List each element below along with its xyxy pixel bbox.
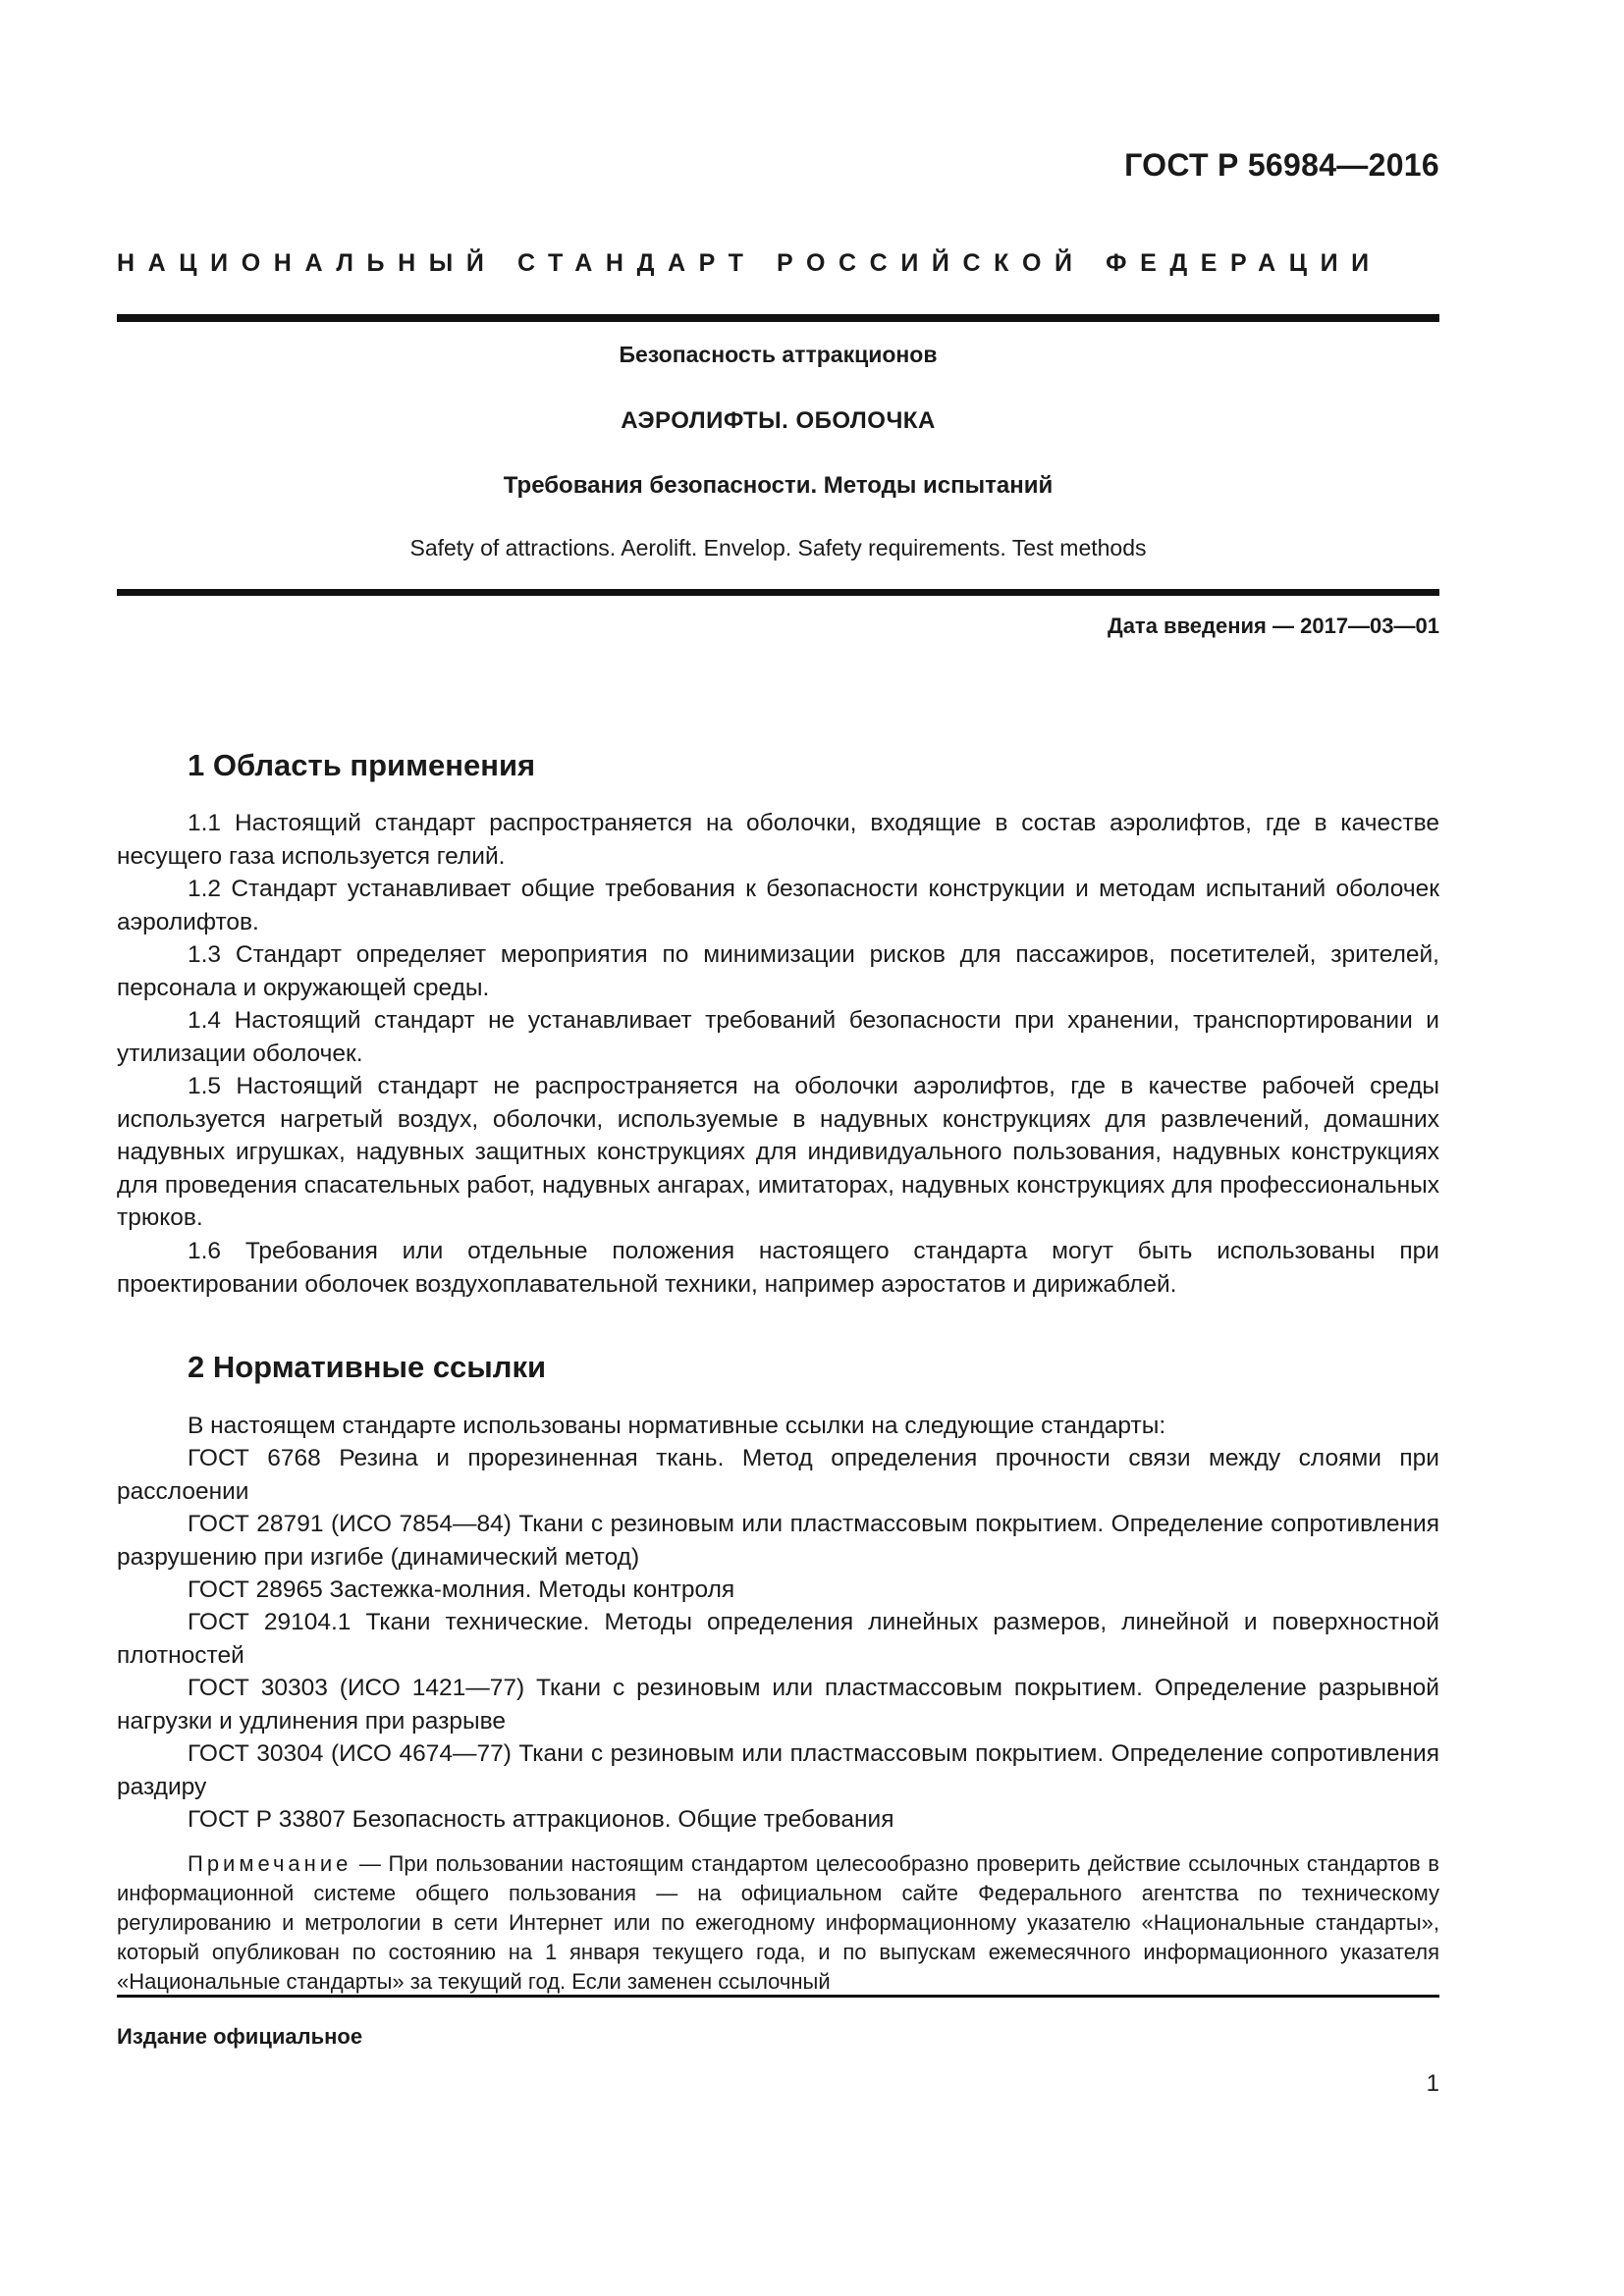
note-text: — При пользовании настоящим стандартом целесообразно проверить действие ссылочных стандартов в информационной системе общего пользования — на официальном сайте Федерального агентства по техническому регулированию и метрологии в сети Интернет или по ежегодному информационному указателю «Национальные стандарты», который опубликован по состоянию на 1 января текущего года, и по выпускам ежемесячного информационного указателя «Национальные стандарты» за текущий год. Если заменен ссылочный [117,1851,1439,1994]
paragraph-1-6: 1.6 Требования или отдельные положения настоящего стандарта могут быть использованы при проектировании оболочек воздухоплавательной техники, например аэростатов и дирижаблей. [117,1238,1439,1298]
reference-item: ГОСТ 28965 Застежка-молния. Методы контроля [188,1576,735,1603]
title-line-english: Safety of attractions. Aerolift. Envelop. Safety requirements. Test methods [409,535,1147,561]
paragraph-1-1: 1.1 Настоящий стандарт распространяется на оболочки, входящие в состав аэролифтов, где в качестве несущего газа используется гелий. [117,810,1439,870]
paragraph-1-3: 1.3 Стандарт определяет мероприятия по минимизации рисков для пассажиров, посетителей, зрителей, персонала и окружающей среды. [117,941,1439,1001]
reference-item: ГОСТ Р 33807 Безопасность аттракционов. Общие требования [188,1806,894,1833]
official-edition-label: Издание официальное [117,2024,363,2049]
top-rule [117,314,1439,322]
section-1-heading: 1 Область применения [188,748,536,782]
footer-rule [117,1995,1439,1998]
note-label: Примечание [188,1851,352,1876]
reference-item: ГОСТ 30303 (ИСО 1421—77) Ткани с резиновым или пластмассовым покрытием. Определение разрывной нагрузки и удлинения при разрыве [117,1675,1439,1735]
introduction-date: Дата введения — 2017—03—01 [1108,614,1439,638]
title-line-2: АЭРОЛИФТЫ. ОБОЛОЧКА [621,407,936,434]
title-bottom-rule [117,589,1439,596]
national-standard-banner: НАЦИОНАЛЬНЫЙ СТАНДАРТ РОССИЙСКОЙ ФЕДЕРАЦИИ [117,249,1382,277]
paragraph-1-4: 1.4 Настоящий стандарт не устанавливает требований безопасности при хранении, транспортировании и утилизации оболочек. [117,1007,1439,1067]
title-line-1: Безопасность аттракционов [619,342,938,367]
note-paragraph [117,1849,1439,1997]
title-line-3: Требования безопасности. Методы испытаний [503,472,1054,499]
references-intro: В настоящем стандарте использованы нормативные ссылки на следующие стандарты: [188,1413,1166,1439]
reference-item: ГОСТ 30304 (ИСО 4674—77) Ткани с резиновым или пластмассовым покрытием. Определение сопротивления раздиру [117,1740,1439,1800]
standard-number: ГОСТ Р 56984—2016 [1124,147,1439,183]
page-number: 1 [1426,2070,1439,2097]
section-2-heading: 2 Нормативные ссылки [188,1350,547,1384]
reference-item: ГОСТ 29104.1 Ткани технические. Методы определения линейных размеров, линейной и поверхностной плотностей [117,1609,1439,1669]
paragraph-1-5: 1.5 Настоящий стандарт не распространяется на оболочки аэролифтов, где в качестве рабочей среды используется нагретый воздух, оболочки, используемые в надувных конструкциях для развлечений, домашних надувных игрушках, надувных защитных конструкциях для индивидуального пользования, надувных конструкциях для проведения спасательных работ, надувных ангарах, имитаторах, надувных конструкциях для профессиональных трюков. [117,1073,1439,1231]
paragraph-1-2: 1.2 Стандарт устанавливает общие требования к безопасности конструкции и методам испытаний оболочек аэролифтов. [117,876,1439,935]
reference-item: ГОСТ 28791 (ИСО 7854—84) Ткани с резиновым или пластмассовым покрытием. Определение сопротивления разрушению при изгибе (динамический метод) [117,1511,1439,1571]
reference-item: ГОСТ 6768 Резина и прорезиненная ткань. Метод определения прочности связи между слоями при расслоении [117,1445,1439,1505]
